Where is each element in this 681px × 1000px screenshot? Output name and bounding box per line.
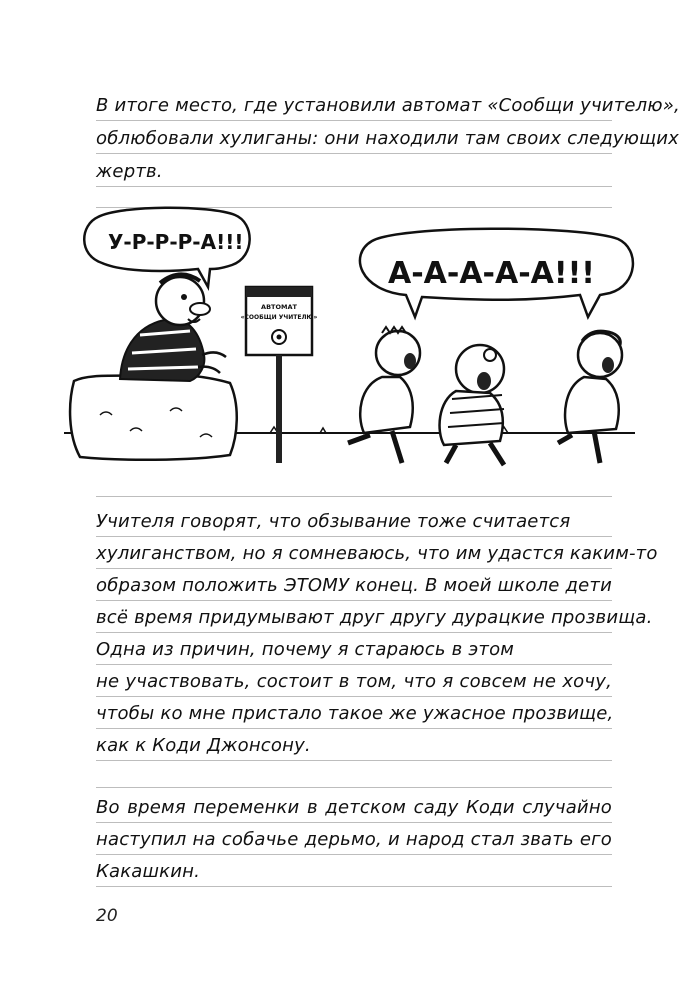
ruled-line [96,696,612,697]
bullies-illustration [60,205,640,495]
ruled-line [96,186,612,187]
speech-bubble-right [360,229,633,317]
report-box-sign [241,287,318,463]
bubble-left-text: У-Р-Р-Р-А!!! [108,230,244,254]
paragraph3-line-2: наступил на собачье дерьмо, и народ стал звать его [96,829,612,850]
ruled-line [96,728,612,729]
kid-figure-3 [558,331,622,463]
ruled-line [96,760,612,761]
ruled-line [96,120,612,121]
paragraph2-line-5: Одна из причин, почему я стараюсь в этом [96,639,515,660]
ruled-line [96,787,612,788]
paragraph1-line-3: жертв. [96,161,163,182]
page-number: 20 [96,906,118,926]
kid-figure-1 [348,327,420,463]
bush [70,374,237,459]
paragraph3-line-1: Во время переменки в детском саду Коди случайно [96,797,612,818]
kid-figure-2 [440,345,504,465]
paragraph2-line-6: не участвовать, состоит в том, что я совсем не хочу, [96,671,612,692]
ruled-line [96,153,612,154]
ruled-line [96,536,612,537]
paragraph2-line-7: чтобы ко мне пристало такое же ужасное прозвище, [96,703,614,724]
ruled-line [96,632,612,633]
bubble-right-text: А-А-А-А-А!!! [388,256,595,291]
paragraph2-line-1: Учителя говорят, что обзывание тоже считается [96,511,571,532]
bully-figure [120,274,226,381]
paragraph3-line-3: Какашкин. [96,861,201,882]
ruled-line [96,822,612,823]
ruled-line [96,568,612,569]
sign-line-1: АВТОМАТ [261,303,297,311]
sign-line-2: «СООБЩИ УЧИТЕЛЮ» [240,314,318,321]
paragraph2-line-2: хулиганством, но я сомневаюсь, что им удастся каким-то [96,543,658,564]
ruled-line [96,600,612,601]
paragraph1-line-1: В итоге место, где установили автомат «Сообщи учителю», [96,95,680,116]
paragraph2-line-8: как к Коди Джонсону. [96,735,311,756]
ruled-line [96,886,612,887]
ruled-line [96,496,612,497]
paragraph2-line-3: образом положить ЭТОМУ конец. В моей школе дети [96,575,612,596]
ruled-line [96,664,612,665]
paragraph1-line-2: облюбовали хулиганы: они находили там своих следующих [96,128,679,149]
ruled-line [96,854,612,855]
speech-bubble-left [84,208,249,287]
paragraph2-line-4: всё время придумывают друг другу дурацкие прозвища. [96,607,653,628]
